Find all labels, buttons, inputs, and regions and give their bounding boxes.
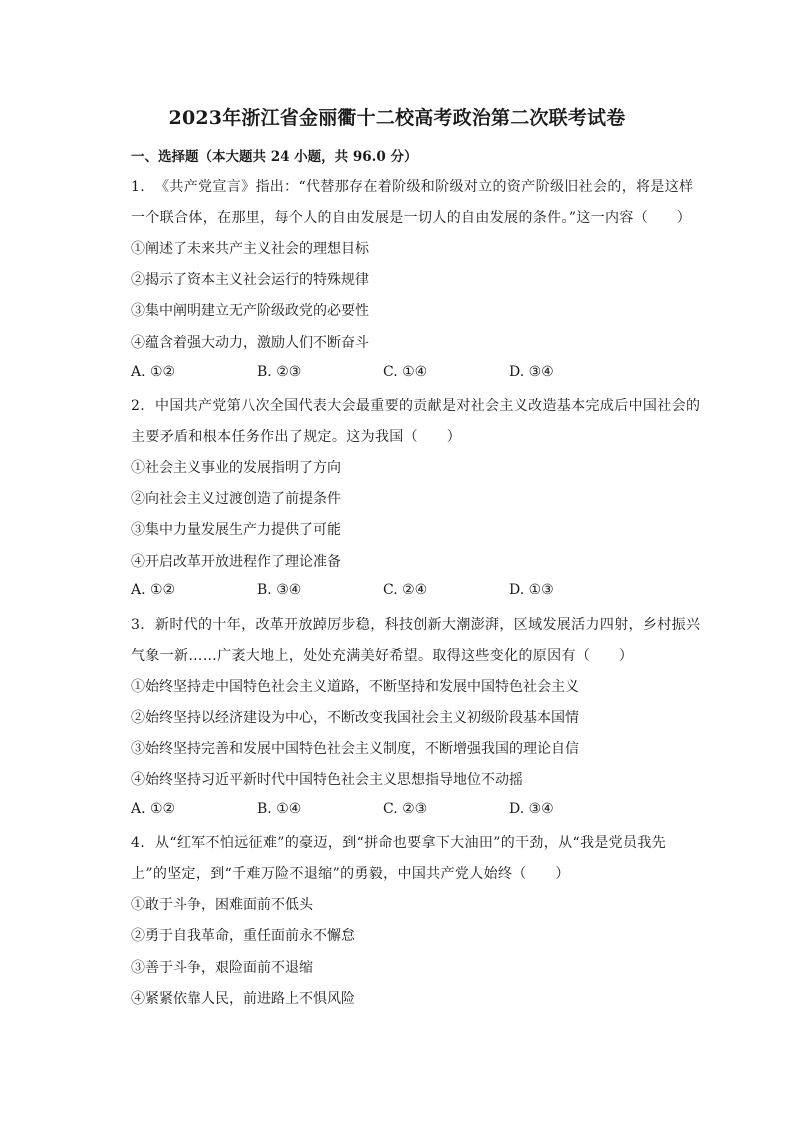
question-1-option-c: C. ①④ — [383, 364, 428, 380]
question-4-item-1: ①敢于斗争，困难面前不低头 — [131, 897, 313, 913]
question-3-option-a: A. ①② — [131, 801, 176, 817]
question-2-item-4: ④开启改革开放进程作了理论准备 — [131, 554, 341, 570]
page-title: 2023年浙江省金丽衢十二校高考政治第二次联考试卷 — [168, 107, 626, 129]
question-2-stem-line-1: 2. 中国共产党第八次全国代表大会最重要的贡献是对社会主义改造基本完成后中国社会的 — [131, 398, 701, 414]
question-3-item-3: ③始终坚持完善和发展中国特色社会主义制度，不断增强我国的理论自信 — [131, 741, 579, 757]
question-1-item-1: ①阐述了未来共产主义社会的理想目标 — [131, 241, 369, 257]
question-2-item-2: ②向社会主义过渡创造了前提条件 — [131, 491, 341, 507]
question-3-item-4: ④始终坚持习近平新时代中国特色社会主义思想指导地位不动摇 — [131, 772, 523, 788]
question-2-item-3: ③集中力量发展生产力提供了可能 — [131, 522, 341, 538]
question-4-item-2: ②勇于自我革命，重任面前永不懈怠 — [131, 928, 355, 944]
question-4-stem-line-2: 上”的坚定，到“千难万险不退缩”的勇毅，中国共产党人始终（ ） — [131, 866, 570, 882]
question-2-option-a: A. ①② — [131, 582, 176, 598]
question-1-option-d: D. ③④ — [509, 364, 554, 380]
question-1-stem-line-1: 1. 《共产党宣言》指出：“代替那存在着阶级和阶级对立的资产阶级旧社会的，将是这样 — [131, 179, 694, 195]
question-3-item-1: ①始终坚持走中国特色社会主义道路，不断坚持和发展中国特色社会主义 — [131, 679, 579, 695]
question-3-option-d: D. ③④ — [509, 801, 554, 817]
question-number: 2. — [131, 398, 146, 414]
question-2-option-d: D. ①③ — [509, 582, 554, 598]
question-number: 3. — [131, 617, 146, 633]
question-3-stem-line-2: 气象一新……广袤大地上，处处充满美好希望。取得这些变化的原因有（ ） — [131, 648, 634, 664]
question-4-item-4: ④紧紧依靠人民，前进路上不惧风险 — [131, 991, 355, 1007]
question-2-item-1: ①社会主义事业的发展指明了方向 — [131, 460, 341, 476]
question-1-item-2: ②揭示了资本主义社会运行的特殊规律 — [131, 272, 369, 288]
question-2-option-c: C. ②④ — [383, 582, 428, 598]
question-1-option-a: A. ①② — [131, 364, 176, 380]
question-number: 4. — [131, 835, 146, 851]
question-number: 1. — [131, 179, 146, 195]
question-2-stem-line-2: 主要矛盾和根本任务作出了规定。这为我国（ ） — [131, 429, 462, 445]
question-3-item-2: ②始终坚持以经济建设为中心，不断改变我国社会主义初级阶段基本国情 — [131, 710, 579, 726]
question-1-option-b: B. ②③ — [257, 364, 302, 380]
question-1-item-4: ④蕴含着强大动力，激励人们不断奋斗 — [131, 335, 369, 351]
question-1-item-3: ③集中阐明建立无产阶级政党的必要性 — [131, 303, 369, 319]
question-1-stem-line-2: 一个联合体，在那里，每个人的自由发展是一切人的自由发展的条件。”这一内容（ ） — [131, 210, 692, 226]
section-heading: 一、选择题（本大题共 24 小题，共 96.0 分） — [131, 149, 418, 165]
question-3-option-b: B. ①④ — [257, 801, 302, 817]
question-4-stem-line-1: 4. 从“红军不怕远征难”的豪迈，到“拼命也要拿下大油田”的干劲，从“我是党员我先 — [131, 835, 667, 851]
question-4-item-3: ③善于斗争，艰险面前不退缩 — [131, 960, 313, 976]
question-3-stem-line-1: 3. 新时代的十年，改革开放踔厉步稳，科技创新大潮澎湃，区域发展活力四射，乡村振兴 — [131, 617, 701, 633]
question-2-option-b: B. ③④ — [257, 582, 302, 598]
question-3-option-c: C. ②③ — [383, 801, 428, 817]
